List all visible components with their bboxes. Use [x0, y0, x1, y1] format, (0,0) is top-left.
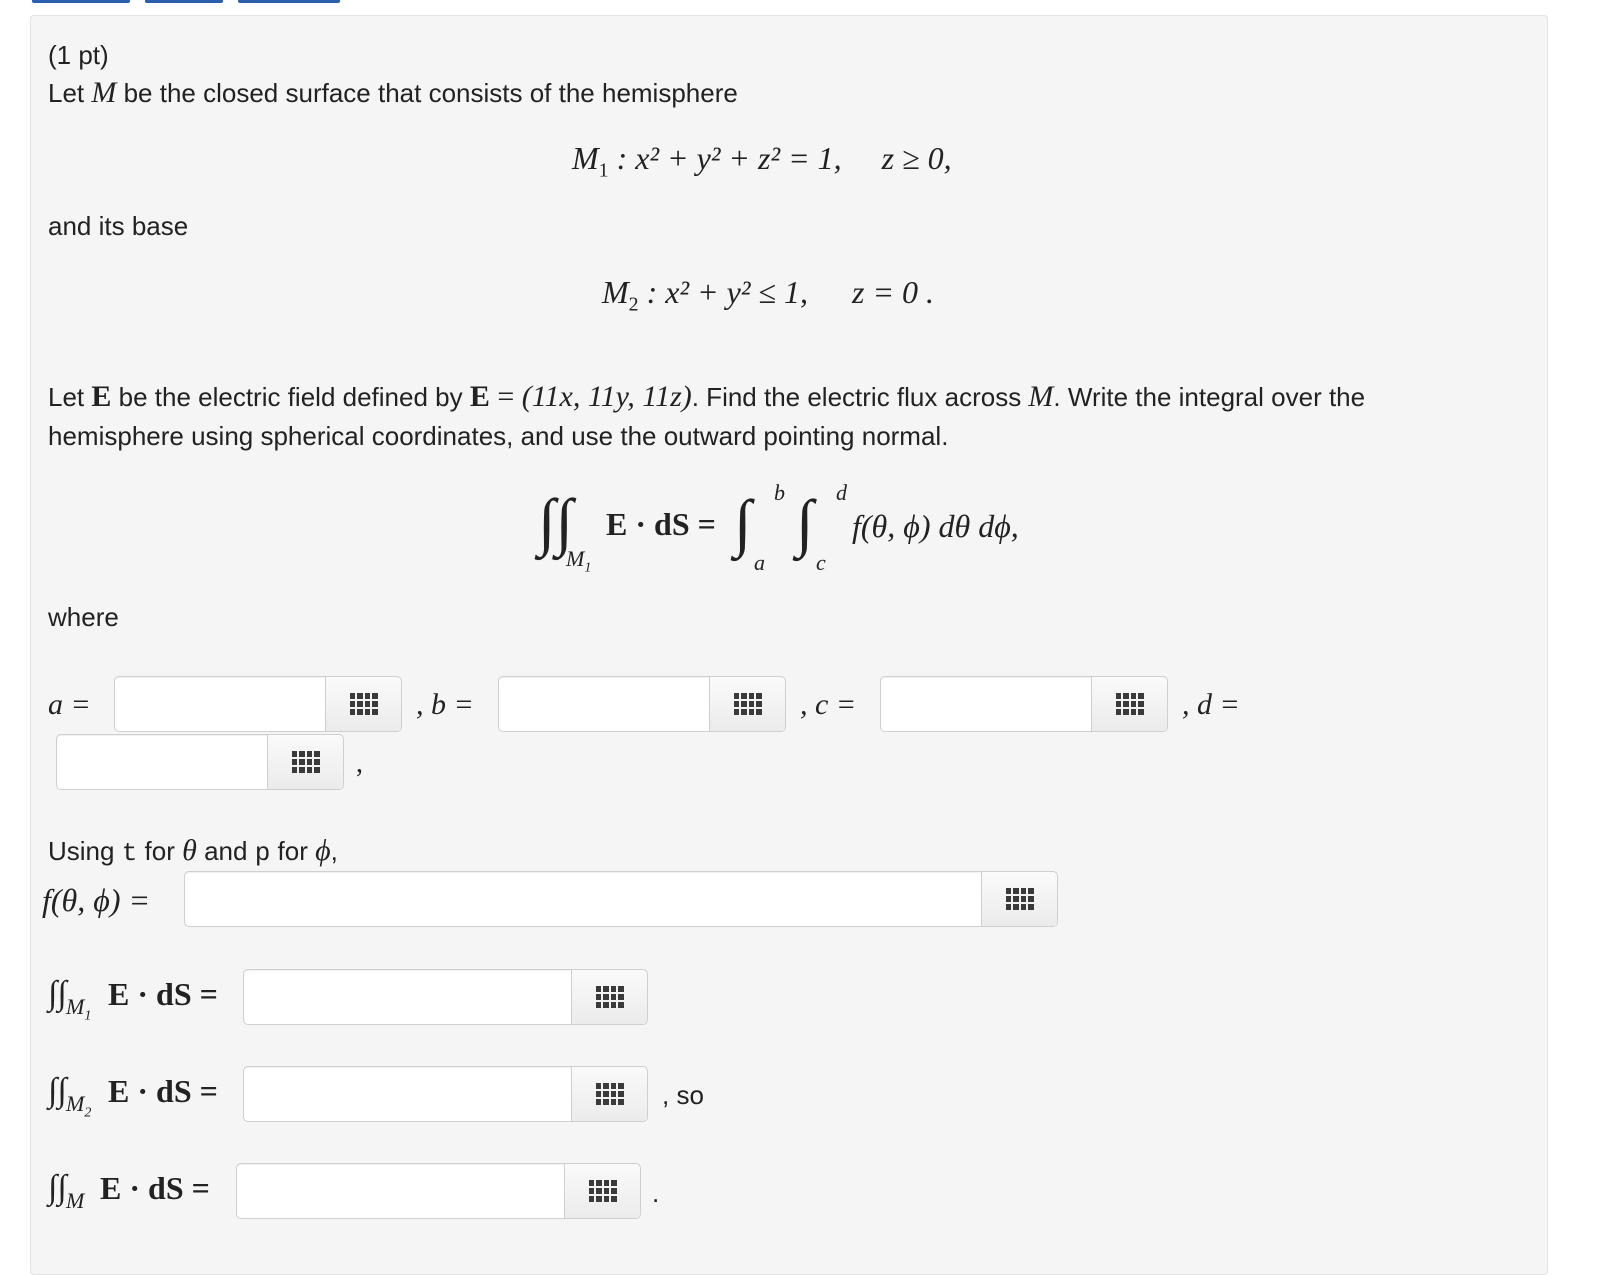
b-answer-box — [498, 676, 786, 732]
d-answer-box — [56, 734, 344, 790]
d-equation-editor-button[interactable] — [267, 735, 343, 789]
b-input[interactable] — [499, 677, 711, 731]
grid-icon — [734, 693, 762, 715]
so-text: , so — [662, 1080, 704, 1110]
final-period: . — [652, 1178, 660, 1208]
c-equation-editor-button[interactable] — [1091, 677, 1167, 731]
a-answer-box — [114, 676, 402, 732]
a-input[interactable] — [115, 677, 327, 731]
d-trailing-comma: , — [356, 748, 363, 779]
f-label: f(θ, ϕ) = — [42, 882, 151, 918]
field-text-line2: hemisphere using spherical coordinates, and use the outward pointing normal. — [48, 421, 949, 451]
integral-sign-outer: ∫ — [734, 487, 752, 558]
c-label: , c = — [800, 688, 857, 721]
equation-m1: $M_1$ : x² + y² + z² = 1, z ≥ 0, — [572, 140, 952, 182]
m-input[interactable] — [237, 1164, 565, 1218]
upper-limit-b: b — [774, 480, 785, 505]
lower-limit-c: c — [816, 550, 826, 575]
flux-equation — [538, 478, 1058, 578]
grid-icon — [589, 1180, 617, 1202]
m2-input[interactable] — [244, 1067, 572, 1121]
c-input[interactable] — [881, 677, 1093, 731]
d-input[interactable] — [57, 735, 269, 789]
points-label: (1 pt) — [48, 40, 109, 70]
grid-icon — [596, 986, 624, 1008]
b-equation-editor-button[interactable] — [709, 677, 785, 731]
m-answer-box — [236, 1163, 641, 1219]
f-equation-editor-button[interactable] — [981, 872, 1057, 926]
m2-flux-label: ∫∫ $M_2$ E · dS = — [48, 1072, 218, 1121]
intro-text: Let M be the closed surface that consists of the hemisphere — [48, 76, 738, 109]
a-label: a = — [48, 688, 91, 721]
m1-answer-box — [243, 969, 648, 1025]
field-text: Let E be the electric field defined by E = (11x, 11y, 11z). Find the electric flux across M. Write the integral over the — [48, 380, 1366, 413]
grid-icon — [1006, 888, 1034, 910]
f-answer-box — [184, 871, 1058, 927]
m2-equation-editor-button[interactable] — [571, 1067, 647, 1121]
m1-equation-editor-button[interactable] — [571, 970, 647, 1024]
m-flux-label: ∫∫ M E · dS = — [48, 1169, 210, 1213]
flux-subscript: $M_1$ — [566, 546, 592, 576]
upper-limit-d: d — [836, 480, 847, 505]
c-answer-box — [880, 676, 1168, 732]
grid-icon — [350, 693, 378, 715]
flux-lhs: E · dS = — [606, 506, 716, 542]
grid-icon — [596, 1083, 624, 1105]
m-equation-editor-button[interactable] — [564, 1164, 640, 1218]
f-input[interactable] — [185, 872, 981, 926]
m1-input[interactable] — [244, 970, 572, 1024]
m1-flux-label: ∫∫ $M_1$ E · dS = — [48, 975, 218, 1024]
flux-integrand: f(θ, ϕ) dθ dϕ, — [852, 508, 1019, 544]
equation-m2: $M_2$ : x² + y² ≤ 1, z = 0 . — [602, 274, 935, 316]
a-equation-editor-button[interactable] — [325, 677, 401, 731]
m2-answer-box — [243, 1066, 648, 1122]
and-base-text: and its base — [48, 211, 189, 241]
integral-sign-inner: ∫ — [796, 487, 814, 558]
using-text: Using t for θ and p for ϕ, — [48, 834, 338, 868]
d-label: , d = — [1182, 688, 1240, 721]
where-text: where — [48, 602, 119, 632]
double-integral-sign: ∫∫ — [538, 486, 574, 557]
grid-icon — [1116, 693, 1144, 715]
grid-icon — [292, 751, 320, 773]
lower-limit-a: a — [754, 550, 765, 575]
b-label: , b = — [416, 688, 474, 721]
